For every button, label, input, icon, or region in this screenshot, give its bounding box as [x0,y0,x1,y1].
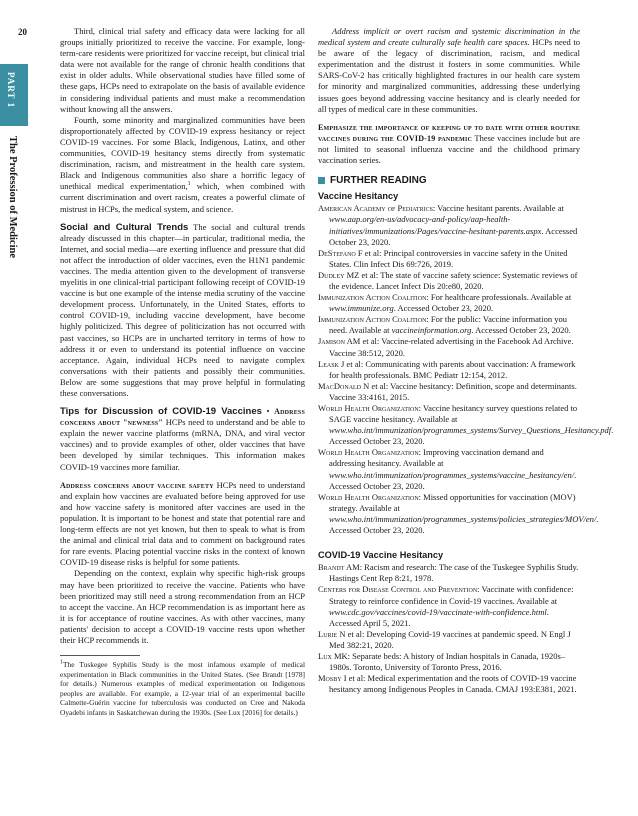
reference-text: Improving vaccination demand and addressing hesitancy. Available at [329,447,544,469]
reference-item [318,381,580,403]
part-label: PART 1 [6,72,16,109]
footnote-ref: 1 [187,181,191,188]
reference-accessed: . Accessed October 23, 2020. [329,469,577,491]
covid-hesitancy-references [318,562,580,695]
paragraph-tips-newness [60,406,305,473]
reference-author: Lux [318,650,332,661]
reference-item [318,651,580,673]
reference-text: MZ et al: The state of vaccine safety science: Systematic reviews of the evidence. Lancet Infect Dis 20:e80, 2020. [329,269,578,291]
further-reading-label: FURTHER READING [330,175,427,187]
address-racism-lead: Address implicit or overt racism and systemic discrimination in the medical system and create culturally safe health care spaces. [318,26,580,48]
reference-item [318,491,599,536]
covid-hesitancy-heading: COVID-19 Vaccine Hesitancy [318,550,444,561]
paragraph-tips-safety [60,480,305,569]
reference-author: Dudley [318,269,345,280]
reference-item [318,336,580,358]
square-bullet-icon [318,177,325,184]
reference-accessed: . Accessed October 23, 2020. [393,303,494,314]
vaccine-hesitancy-references [318,203,614,536]
reference-item [318,403,614,447]
tips-heading: Tips for Discussion of COVID-19 Vaccines [60,406,262,418]
emphasize-heading: Emphasize the importance of keeping up to date with other routine vaccines during the COVID-19 pandemic [318,122,580,143]
emphasize-text: These vaccines include but are not limited to seasonal influenza vaccine and the childhood primary vaccination series. [318,132,580,166]
reference-accessed: . Accessed October 23, 2020. [329,225,578,247]
reference-text: AM et al: Vaccine-related advertising in the Facebook Ad Archive. Vaccine 38:512, 2020. [329,336,574,358]
reference-author: DeStefano [318,247,356,258]
reference-author: World Health Organization: [318,491,422,502]
reference-text: Missed opportunities for vaccination (MOV) strategy. Available at [329,491,576,513]
social-cultural-heading: Social and Cultural Trends [60,221,189,233]
reference-author: Immunization Action Coalition: [318,292,429,303]
footnote-divider [60,655,140,656]
reference-author: Leask [318,358,339,369]
footnote [60,660,305,718]
reference-text: Vaccine hesitant parents. Available at [435,203,564,214]
paragraph-clinical-trial: Third, clinical trial safety and efficacy data were lacking for all groups initially prioritized to receive the vaccine. For example, long-term-care residents were prioritized for vaccine receipt, but clinical trial data were not available for the range of chronic health conditions that exist in older adults. While observational studies have filled some of these gaps, HCPs need to extrapolate on the basis of available evidence in considering individual patients and must make a recommendation without knowing all the answers. [60,26,305,114]
reference-author: Jamison [318,336,345,347]
reference-author: Lurie [318,628,338,639]
reference-item [318,248,580,270]
reference-text: I et al: Medical experimentation and the roots of COVID-19 vaccine hesitancy among Indigenous Peoples in Canada. CMAJ 193:E381, 2021. [329,673,577,695]
reference-item [318,562,580,584]
reference-link[interactable]: www.who.int/immunization/programmes_systems/Survey_Questions_Hesitancy.pdf [329,425,612,436]
reference-author: World Health Organization: [318,403,422,413]
reference-author: Mosby [318,673,342,684]
reference-item [318,359,580,381]
reference-accessed: . Accessed October 23, 2020. [329,513,599,536]
reference-text: F et al: Principal controversies in vaccine safety in the United States. Clin Infect Dis 69:726, 2019. [329,247,568,269]
paragraph-address-racism [318,26,580,115]
reference-item [318,447,580,491]
paragraph-minority [60,115,305,215]
footnote-marker: 1 [60,659,63,666]
reference-item [318,629,580,651]
reference-item [318,292,580,314]
paragraph-emphasize [318,122,580,166]
reference-author: Centers for Disease Control and Prevention: [318,584,480,595]
reference-text: For the public: Vaccine information you need. Available at [329,314,567,336]
reference-item [318,314,580,336]
paragraph-minority-text-b: which, when combined with current discrimination and overt racism, creates a powerful climate of mistrust in HCPs, the medical system, and science. [60,181,305,214]
reference-text: N et al: Developing Covid-19 vaccines at pandemic speed. N Engl J Med 382:21, 2020. [329,628,571,650]
vaccine-hesitancy-heading: Vaccine Hesitancy [318,191,399,202]
reference-link[interactable]: vaccineinformation.org [391,325,472,336]
further-reading-heading [318,175,580,186]
reference-text: AM: Racism and research: The case of the Tuskegee Syphilis Study. Hastings Cent Rep 8:21, 1978. [329,562,579,584]
reference-link[interactable]: www.who.int/immunization/programmes_systems/policies_strategies/MOV/en/ [329,513,597,524]
paragraph-minority-text-a: Fourth, some minority and marginalized communities have been disproportionately affected by COVID-19 express hesitancy or reject COVID-19 vaccines. For some Black, Indigenous, Latinx, and other communities, COVID-19 hesitancy stems directly from systematic discrimination, racism, and mistreatment in the health care system. Black and Indigenous communities also share a horrific legacy of unethical medical experimentation, [60,114,305,192]
tips-newness-text: HCPs need to understand and be able to explain the newer vaccine platforms (mRNA, DNA, and viral vector vaccines) and to provide examples of other, older vaccines that have been developed by similar techniques. This information makes COVID-19 vaccines more familiar. [60,417,305,472]
reference-text: Vaccine hesitancy survey questions related to SAGE vaccine hesitancy. Available at [329,403,578,425]
reference-text: Vaccinate with confidence: Strategy to reinforce confidence in Covid-19 vaccines. Available at [329,584,574,606]
reference-author: Brandt [318,562,345,573]
reference-link[interactable]: www.aap.org/en-us/advocacy-and-policy/aap-health-initiatives/immunizations/Pages/vaccine-hesitant-parents.aspx [329,214,542,236]
reference-text: N et al: Vaccine hesitancy: Definition, scope and determinants. Vaccine 33:4161, 2015. [329,380,577,402]
reference-accessed: . Accessed October 23, 2020. [329,425,614,447]
tips-bullet: • [261,406,275,417]
reference-accessed: . Accessed October 23, 2020. [471,325,571,336]
reference-author: World Health Organization: [318,447,422,458]
paragraph-social-cultural [60,222,305,400]
reference-link[interactable]: www.immunize.org [329,303,394,314]
reference-link[interactable]: www.cdc.gov/vaccines/covid-19/vaccinate-with-confidence.html [329,606,547,617]
reference-author: MacDonald [318,380,362,391]
address-racism-text: HCPs need to be aware of the legacy of discrimination, racism, and medical experimentation and the distrust it fosters in some communities. While SARS-CoV-2 has critically highlighted fractures in our health care system for minority and marginalized communities, addressing these underlying issues goes beyond addressing vaccine hesitancy and is clearly needed for all types of medical care in these communities. [318,37,580,114]
reference-author: American Academy of Pediatrics: [318,203,436,214]
paragraph-context: Depending on the context, explain why specific high-risk groups may have been prioritized to receive the vaccine. Patients who have been prioritized may still need a strong recommendation from an HCP to accept the vaccine. An HCP recommendation is as important here as it is for acceptance of routine vaccines. As with other vaccines, many patients' decision to accept a COVID-19 vaccine rests upon whether their HCP recommends it. [60,568,305,645]
left-column [60,26,305,718]
tips-newness-subheading: Address concerns about "newness" [60,407,305,428]
tips-safety-subheading: Address concerns about vaccine safety [60,480,214,490]
footnote-text: The Tuskegee Syphilis Study is the most infamous example of medical experimentation in Black communities in the United States. (See Brandt [1978] for details.) Numerous examples of medical experimentation on Indigenous peoples are available. For example, a 12-year trial of an experimental bacille Calmette-Guérin vaccine for tuberculosis was conducted on Cree and Nakoda Oyadebi infants in Saskatchewan during the 1930s. (See Lux [2016] for details.) [60,660,305,718]
page-number: 20 [18,27,27,37]
reference-item [318,270,580,292]
reference-accessed: . Accessed April 5, 2021. [329,606,549,628]
reference-item [318,584,580,628]
reference-item [318,203,580,247]
tips-safety-text: HCPs need to understand and explain how vaccines are evaluated before being approved for use and how vaccine safety is monitored after vaccines are used in the population. It is important to be honest and state that potential rare and long-term effects are not yet known, but then to speak to what is from the animal and clinical trial data and to comment on background rates for rare events. Placing potential vaccine risks in the context of known COVID-19 disease risks is helpful for some patients. [60,479,305,568]
reference-text: J et al: Communicating with parents about vaccination: A framework for health professionals. BMC Pediatr 12:154, 2012. [329,358,576,380]
reference-item [318,673,580,695]
reference-text: MK: Separate beds: A history of Indian hospitals in Canada, 1920s–1980s. Toronto, University of Toronto Press, 2016. [329,650,566,673]
reference-author: Immunization Action Coalition: [318,314,429,325]
right-column [318,26,614,695]
reference-text: For healthcare professionals. Available at [428,292,572,303]
section-title: The Profession of Medicine [7,136,18,259]
social-cultural-text: The social and cultural trends already discussed in this chapter—in particular, traditional media, the Internet, and social media—are exerting influence and pressure that did not affect the introduction of older vaccines, even the H1N1 pandemic vaccines. The media attention given to the development of transverse myelitis in one clinical-trial participant following receipt of COVID-19 vaccine is but one example of the intense media scrutiny of the vaccine development process. Unfortunately, in the United States, efforts to control COVID-19, including vaccine development, have become highly politicized. This degree of politicization has not occurred with past vaccines, so HCPs are in uncharted territory in terms of how to address it or even to understand its potential influence on vaccine acceptance. Again, individual HCPs need to navigate complex conversations with their patients and possibly their communities. Below are some suggestions that may prove helpful in formulating these conversations. [60,221,305,398]
reference-link[interactable]: www.who.int/immunization/programmes_systems/vaccine_hesitancy/en/ [329,469,575,480]
